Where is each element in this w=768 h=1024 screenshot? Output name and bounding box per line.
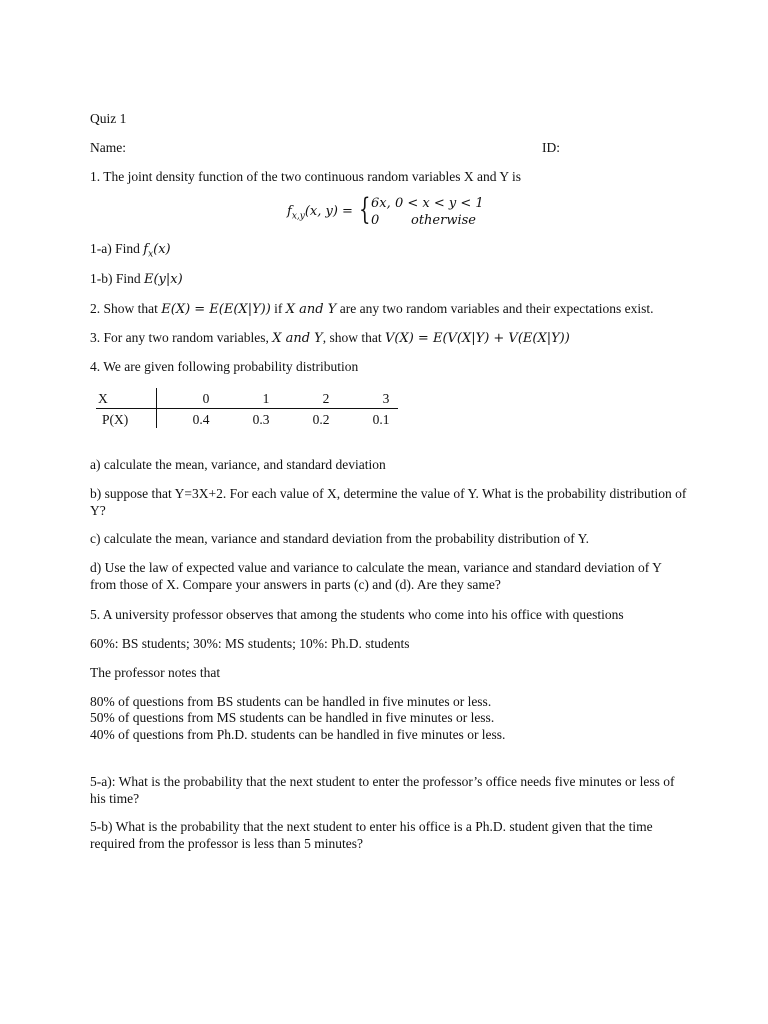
question-5b: 5-b) What is the probability that the next student to enter his office is a Ph.D. student given that the time required from the professor is less than 5 minutes? xyxy=(90,819,653,851)
question-5-notes: The professor notes that xyxy=(90,665,221,680)
question-4a: a) calculate the mean, variance, and standard deviation xyxy=(90,457,386,472)
handling-rate-phd: 40% of questions from Ph.D. students can be handled in five minutes or less. xyxy=(90,727,506,742)
question-5-distribution: 60%: BS students; 30%: MS students; 10%: Ph.D. students xyxy=(90,636,410,651)
formula-case-1-condition: 0 < x < y < 1 xyxy=(395,196,484,211)
handling-rate-ms: 50% of questions from MS students can be handled in five minutes or less. xyxy=(90,710,495,725)
table-x-value: 1 xyxy=(262,391,270,406)
table-p-value: 0.2 xyxy=(312,412,330,427)
question-5-text: 5. A university professor observes that among the students who come into his office with questions xyxy=(90,607,624,622)
question-4d: d) Use the law of expected value and variance to calculate the mean, variance and standard deviation of Y from those of X. Compare your answers in parts (c) and (d). Are they same? xyxy=(90,560,662,592)
left-brace: { xyxy=(359,192,371,227)
formula-case-1-value: 6x, xyxy=(371,196,391,211)
table-x-value: 0 xyxy=(202,391,210,406)
question-4-text: 4. We are given following probability distribution xyxy=(90,359,359,374)
id-label: ID: xyxy=(542,140,560,155)
question-3: 3. For any two random variables, X and Y, show that V(X) = E(V(X|Y) + V(E(X|Y)) xyxy=(90,330,570,346)
question-4b: b) suppose that Y=3X+2. For each value of X, determine the value of Y. What is the probability distribution of Y? xyxy=(90,486,687,518)
question-4c: c) calculate the mean, variance and standard deviation from the probability distribution of Y. xyxy=(90,531,589,546)
question-1a: 1-a) Find $f_x(x)$ xyxy=(90,241,171,260)
question-1-text: 1. The joint density function of the two continuous random variables X and Y is xyxy=(90,169,522,184)
table-x-value: 2 xyxy=(322,391,330,406)
quiz-title: Quiz 1 xyxy=(90,111,127,126)
formula-case-2-condition: otherwise xyxy=(411,213,476,228)
table-p-value: 0.4 xyxy=(192,412,210,427)
table-p-value: 0.1 xyxy=(372,412,390,427)
table-p-value: 0.3 xyxy=(252,412,270,427)
formula-case-2-value: 0 xyxy=(371,213,380,228)
table-x-value: 3 xyxy=(382,391,390,406)
handling-rate-bs: 80% of questions from BS students can be handled in five minutes or less. xyxy=(90,694,492,709)
table-vertical-rule xyxy=(156,388,157,428)
table-horizontal-rule xyxy=(96,408,398,409)
probability-table xyxy=(96,388,398,428)
table-row-label-px: P(X) xyxy=(102,412,129,427)
question-5a: 5-a): What is the probability that the next student to enter the professor’s office needs five minutes or less of his time? xyxy=(90,774,675,806)
question-1b: 1-b) Find E(y|x) xyxy=(90,271,183,287)
formula-lhs: $f_{x,y}(x$, y) = xyxy=(287,204,353,222)
name-label: Name: xyxy=(90,140,126,155)
table-row-label-x: X xyxy=(98,391,108,406)
question-2: 2. Show that E(X) = E(E(X|Y)) if X and Y are any two random variables and their expectations exist. xyxy=(90,301,654,317)
